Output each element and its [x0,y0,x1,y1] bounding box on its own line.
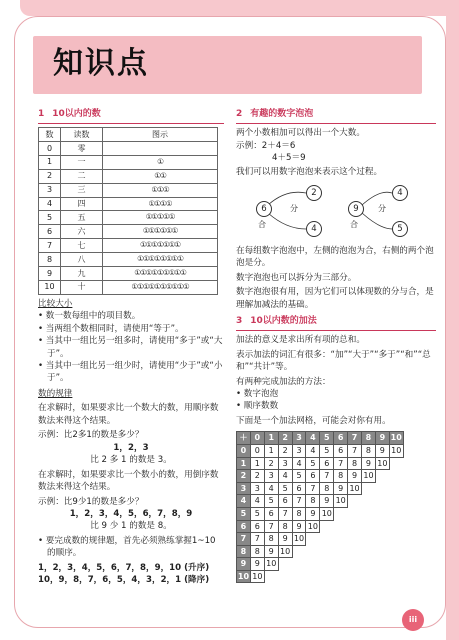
grid-empty [292,570,306,583]
grid-cell: 9 [375,444,389,457]
apple-icons-cell: ①①①① [103,197,218,211]
table-cell: 7 [39,239,61,253]
pattern-paragraph: 在求解时，如果要求比一个数大的数，用顺序数数法来得这个结果。 [38,403,219,426]
grid-cell: 9 [264,545,278,558]
bubble-paragraph: 数字泡泡也可以拆分为三部分。 [236,272,357,283]
table-header: 数 [39,128,61,142]
table-cell: 三 [61,183,103,197]
grid-cell: 9 [320,495,334,508]
grid-cell: 8 [278,520,292,533]
grid-cell: 4 [250,495,264,508]
section-2-title [236,108,436,124]
grid-header-cell: 0 [250,432,264,445]
grid-empty [389,470,403,483]
grid-empty [278,570,292,583]
table-row [39,253,218,267]
grid-cell: 3 [264,470,278,483]
grid-empty [389,520,403,533]
grid-cell: 8 [250,545,264,558]
table-row [39,239,218,253]
grid-cell: 6 [264,507,278,520]
grid-cell: 3 [292,444,306,457]
grid-empty [320,545,334,558]
grid-empty [389,457,403,470]
grid-empty [375,520,389,533]
grid-row-header: 1 [237,457,251,470]
grid-header-row [237,432,404,445]
grid-cell: 5 [292,470,306,483]
bubble-part: 5 [392,221,408,237]
addition-paragraph: 下面是一个加法网格，可能会对你有用。 [236,415,391,426]
grid-empty [264,570,278,583]
grid-empty [389,570,403,583]
section-number: 3 [236,316,243,327]
grid-row [237,470,404,483]
example-sequence: 1，2，3，4，5，6，7，8，9 [69,508,193,519]
grid-empty [375,570,389,583]
bubble-whole: 9 [348,201,364,217]
grid-empty [306,545,320,558]
table-header: 图示 [103,128,218,142]
grid-row [237,444,404,457]
grid-empty [348,520,362,533]
apple-icons-cell: ①①① [103,183,218,197]
descending-sequence: 10，9，8，7，6，5，4，3，2，1 (降序) [38,575,210,586]
grid-empty [375,482,389,495]
apple-icons-cell: ①①①①①①①①①① [103,280,218,294]
grid-cell: 6 [250,520,264,533]
bubble-label-parts: 分 [290,203,298,213]
grid-header-cell: 8 [362,432,376,445]
grid-empty [389,545,403,558]
grid-empty [362,520,376,533]
grid-header-cell: ＋ [237,432,251,445]
apple-icons-cell: ① [103,155,218,169]
table-cell: 十 [61,280,103,294]
grid-cell: 3 [250,482,264,495]
grid-empty [334,520,348,533]
bubble-part: 4 [392,185,408,201]
bubble-example: 4＋5＝9 [272,152,306,163]
grid-empty [334,545,348,558]
grid-row [237,495,404,508]
table-cell: 6 [39,225,61,239]
example-answer: 比 2 多 1 的数是 3。 [90,455,172,466]
grid-cell: 1 [264,444,278,457]
grid-cell: 5 [250,507,264,520]
table-cell: 3 [39,183,61,197]
grid-empty [348,545,362,558]
grid-row [237,520,404,533]
grid-empty [389,495,403,508]
grid-cell: 7 [334,457,348,470]
grid-cell: 0 [250,444,264,457]
grid-cell: 3 [278,457,292,470]
grid-header-cell: 10 [389,432,403,445]
grid-empty [348,570,362,583]
grid-empty [292,545,306,558]
section-title-text: 有趣的数字泡泡 [250,109,314,119]
table-cell: 10 [39,280,61,294]
grid-cell: 6 [292,482,306,495]
grid-empty [334,507,348,520]
addition-paragraph: 有两种完成加法的方法： [236,376,331,387]
grid-row-header: 8 [237,545,251,558]
bubble-paragraph: 数字泡泡很有用，因为它们可以体现数的分与合，是理解加减法的基础。 [236,287,434,310]
section-number: 2 [236,109,243,119]
number-table [38,127,218,295]
grid-cell: 9 [306,507,320,520]
page-number: iii [402,609,424,631]
table-row [39,280,218,294]
addition-grid [236,431,404,583]
grid-cell: 10 [348,482,362,495]
table-header: 读数 [61,128,103,142]
grid-empty [306,570,320,583]
grid-cell: 7 [320,470,334,483]
grid-empty [320,533,334,546]
table-cell: 8 [39,253,61,267]
bubble-paragraph: 两个小数相加可以得出一个大数。 [236,128,365,139]
grid-empty [292,558,306,571]
apple-icons-cell: ①①①①①① [103,225,218,239]
apple-icons-cell: ①① [103,169,218,183]
table-cell: 0 [39,141,61,155]
bubble-whole: 6 [256,201,272,217]
table-row [39,225,218,239]
grid-row-header: 7 [237,533,251,546]
grid-row [237,457,404,470]
grid-cell: 5 [278,482,292,495]
list-item: • 顺序数数 [236,401,279,412]
grid-cell: 9 [334,482,348,495]
grid-row-header: 3 [237,482,251,495]
grid-row [237,558,404,571]
grid-empty [362,482,376,495]
pattern-note: • 要完成数的规律题，首先必须熟练掌握1~10的顺序。 [38,535,216,559]
grid-cell: 7 [250,533,264,546]
grid-cell: 6 [334,444,348,457]
grid-empty [375,495,389,508]
grid-cell: 7 [348,444,362,457]
section-1-title [38,108,224,124]
grid-cell: 9 [250,558,264,571]
list-item: • 当其中一组比另一组多时，请使用“多于”或“大于”。 [38,336,223,359]
grid-empty [334,533,348,546]
grid-header-cell: 5 [320,432,334,445]
right-strip [446,14,459,640]
grid-row-header: 4 [237,495,251,508]
grid-empty [348,507,362,520]
apple-icons-cell: ①①①①①①①①① [103,266,218,280]
grid-empty [389,482,403,495]
grid-empty [320,570,334,583]
grid-cell: 1 [250,457,264,470]
grid-cell: 7 [278,507,292,520]
section-title-text: 10以内数的加法 [250,316,317,327]
grid-row-header: 0 [237,444,251,457]
section-number: 1 [38,109,45,119]
section-3-title [236,315,436,331]
section-title-text: 10以内的数 [52,109,101,119]
grid-cell: 7 [292,495,306,508]
example-answer: 比 9 少 1 的数是 8。 [90,521,172,532]
table-row [39,211,218,225]
grid-cell: 10 [320,507,334,520]
grid-cell: 4 [264,482,278,495]
grid-cell: 10 [250,570,264,583]
apple-icons-cell: ①①①①① [103,211,218,225]
grid-empty [348,558,362,571]
grid-cell: 10 [334,495,348,508]
grid-empty [389,507,403,520]
grid-empty [389,533,403,546]
bubble-label-whole: 合 [258,219,266,229]
grid-cell: 6 [320,457,334,470]
grid-cell: 4 [278,470,292,483]
grid-cell: 9 [292,520,306,533]
grid-cell: 7 [264,520,278,533]
grid-row [237,570,404,583]
table-cell: 五 [61,211,103,225]
table-cell: 六 [61,225,103,239]
table-row [39,141,218,155]
grid-empty [362,507,376,520]
grid-cell: 8 [264,533,278,546]
table-cell: 二 [61,169,103,183]
grid-cell: 10 [264,558,278,571]
list-item: • 当其中一组比另一组少时，请使用“少于”或“小于”。 [38,361,223,384]
page-title: 知识点 [53,46,149,81]
compare-title: 比较大小 [38,298,73,309]
grid-empty [375,545,389,558]
grid-cell: 8 [292,507,306,520]
grid-empty [306,558,320,571]
table-cell: 零 [61,141,103,155]
table-cell: 9 [39,266,61,280]
grid-empty [375,558,389,571]
grid-header-cell: 6 [334,432,348,445]
left-column [38,108,224,587]
grid-cell: 8 [348,457,362,470]
grid-cell: 5 [306,457,320,470]
right-column [236,108,436,583]
grid-cell: 10 [306,520,320,533]
table-cell: 4 [39,197,61,211]
grid-cell: 5 [264,495,278,508]
list-item: • 数字泡泡 [236,388,279,399]
apple-icons-cell: ①①①①①①①① [103,253,218,267]
grid-empty [334,558,348,571]
grid-cell: 4 [292,457,306,470]
grid-empty [362,545,376,558]
table-cell: 一 [61,155,103,169]
header-banner [33,36,422,94]
example-question: 示例：比2多1的数是多少？ [38,430,144,441]
grid-cell: 5 [320,444,334,457]
grid-empty [348,495,362,508]
table-row [39,266,218,280]
grid-cell: 2 [264,457,278,470]
table-row [39,183,218,197]
grid-row [237,545,404,558]
grid-empty [362,495,376,508]
grid-row [237,482,404,495]
grid-cell: 2 [278,444,292,457]
grid-empty [320,520,334,533]
grid-cell: 9 [278,533,292,546]
addition-paragraph: 表示加法的词汇有很多：“加”“大于”“多于”“和”“总和”“共计”等。 [236,349,431,373]
pattern-paragraph: 在求解时，如果要求比一个数小的数，用倒序数数法来得这个结果。 [38,469,219,493]
bubble-paragraph: 在每组数字泡泡中，左侧的泡泡为合，右侧的两个泡泡是分。 [236,245,434,269]
grid-empty [375,470,389,483]
example-sequence: 1，2，3 [113,442,149,453]
example-question: 示例：比9少1的数是多少？ [38,496,144,507]
grid-header-cell: 4 [306,432,320,445]
grid-cell: 8 [362,444,376,457]
grid-header-cell: 3 [292,432,306,445]
grid-empty [375,533,389,546]
grid-header-cell: 7 [348,432,362,445]
grid-cell: 8 [306,495,320,508]
grid-row-header: 2 [237,470,251,483]
grid-empty [362,570,376,583]
table-cell: 七 [61,239,103,253]
grid-header-cell: 2 [278,432,292,445]
table-cell: 九 [61,266,103,280]
list-item: • 数一数每组中的项目数。 [38,311,141,322]
ascending-sequence: 1，2，3，4，5，6，7，8，9，10 (升序) [38,562,210,573]
grid-row-header: 6 [237,520,251,533]
grid-cell: 2 [250,470,264,483]
addition-paragraph: 加法的意义是求出所有项的总和。 [236,335,365,346]
grid-empty [362,533,376,546]
bubble-part: 4 [306,221,322,237]
grid-cell: 10 [375,457,389,470]
grid-cell: 6 [278,495,292,508]
grid-empty [306,533,320,546]
grid-empty [375,507,389,520]
table-row [39,155,218,169]
table-cell: 四 [61,197,103,211]
grid-row-header: 5 [237,507,251,520]
grid-row [237,533,404,546]
grid-cell: 8 [334,470,348,483]
pattern-title: 数的规律 [38,388,73,399]
grid-header-cell: 9 [375,432,389,445]
grid-cell: 8 [320,482,334,495]
bubble-part: 2 [306,185,322,201]
top-band [20,0,459,16]
table-row [39,169,218,183]
apple-icons-cell: ①①①①①①① [103,239,218,253]
apple-icons-cell [103,141,218,155]
grid-empty [389,558,403,571]
list-item: • 当两组个数相同时，请使用“等于”。 [38,323,184,334]
grid-empty [320,558,334,571]
bubble-example: 示例：2＋4＝6 [236,140,296,151]
table-cell: 5 [39,211,61,225]
table-cell: 2 [39,169,61,183]
grid-cell: 10 [292,533,306,546]
grid-cell: 10 [362,470,376,483]
grid-header-cell: 1 [264,432,278,445]
grid-row-header: 9 [237,558,251,571]
grid-cell: 10 [389,444,403,457]
bubble-label-parts: 分 [378,203,386,213]
bubble-label-whole: 合 [350,219,358,229]
grid-cell: 4 [306,444,320,457]
grid-cell: 10 [278,545,292,558]
grid-cell: 6 [306,470,320,483]
number-bubbles [236,183,432,243]
grid-empty [362,558,376,571]
table-cell: 八 [61,253,103,267]
grid-cell: 7 [306,482,320,495]
grid-cell: 9 [362,457,376,470]
grid-cell: 9 [348,470,362,483]
grid-row [237,507,404,520]
grid-empty [334,570,348,583]
grid-empty [348,533,362,546]
grid-empty [278,558,292,571]
grid-row-header: 10 [237,570,251,583]
table-cell: 1 [39,155,61,169]
bubble-paragraph: 我们可以用数字泡泡来表示这个过程。 [236,167,383,178]
table-row [39,197,218,211]
